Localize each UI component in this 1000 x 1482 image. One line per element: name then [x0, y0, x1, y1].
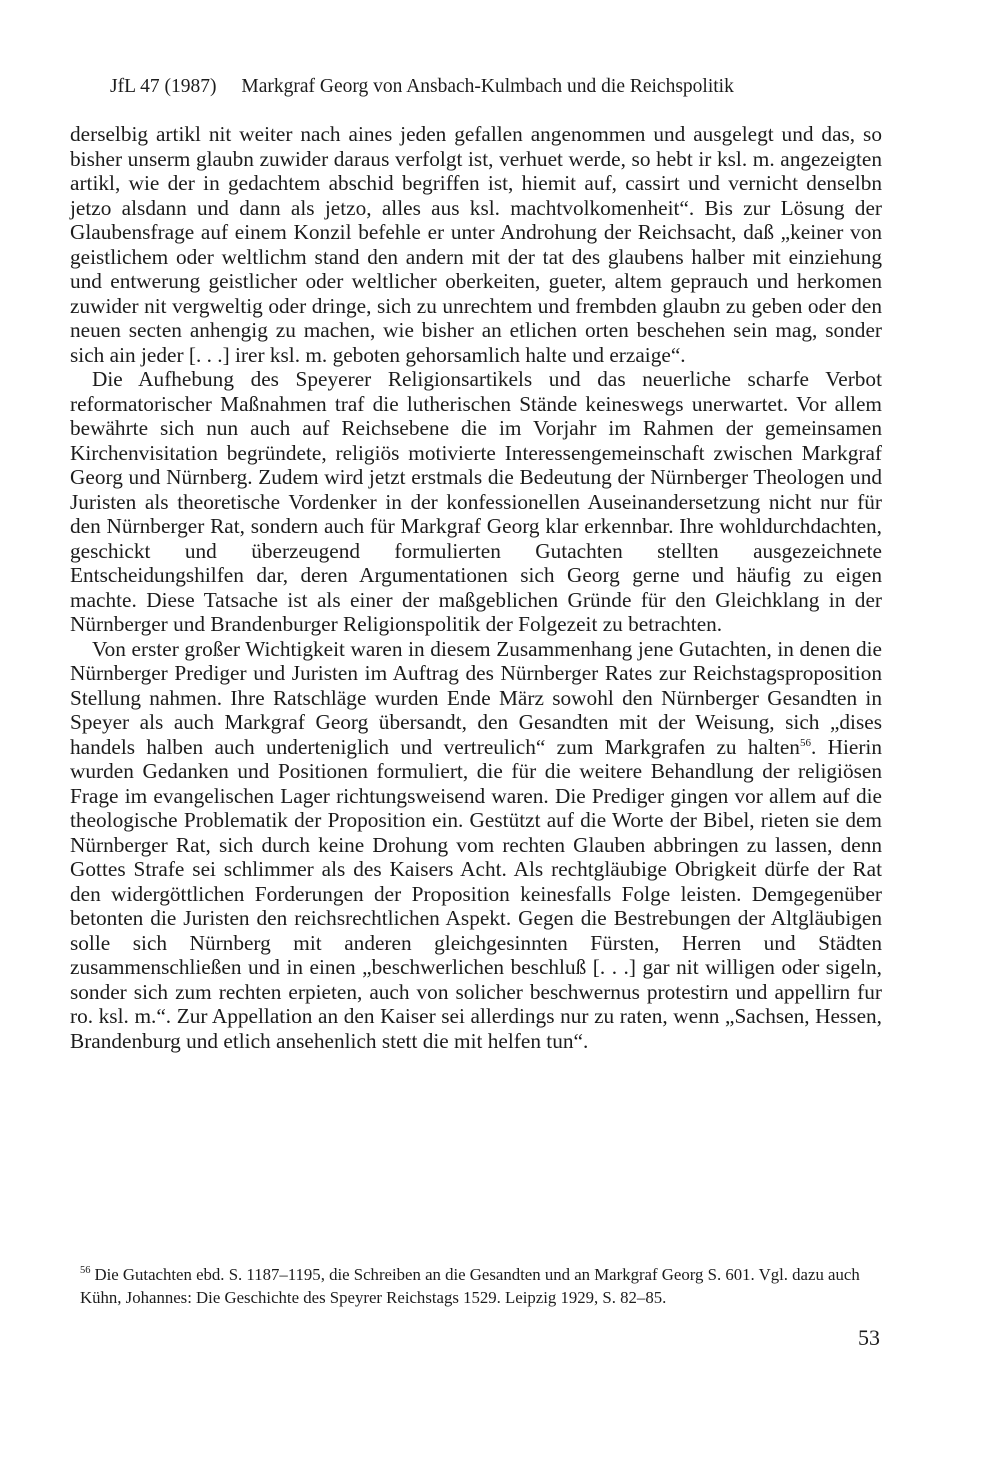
page-number: 53 [858, 1325, 880, 1350]
paragraph-text: derselbig artikl nit weiter nach aines jeden gefallen angenommen und ausgelegt und das, so bisher unserm glaubn zuwider daraus verfolgt ist, verhuet werde, so hebt ir ksl. m. angezeigten artikl, wie der in gedachtem abschid begriffen ist, hiemit auf, cassirt und vernicht denselbn jetzo alsdann und dann als jetzo, alles aus ksl. machtvolkomenheit“. Bis zur Lösung der Glaubensfrage auf einem Konzil befehle er unter Androhung der Reichsacht, daß „keiner von geistlichem oder weltlichm stand den andern mit der tat des glaubens halber mit einziehung und entwerung geistlicher oder weltlicher oberkeiten, gueter, altem geprauch und herkomen zuwider nit vergweltig oder dringe, sich zu unrechtem und frembden glaubn zu geben oder den neuen secten anhengig zu machen, wie bisher an etlichen orten beschehen sein mag, sonder sich ain jeder [. . .] irer ksl. m. geboten gehorsamlich halte und erzaige“. [70, 122, 882, 367]
footnote-text: Die Gutachten ebd. S. 1187–1195, die Schreiben an die Gesandten und an Markgraf Georg S. 601. Vgl. dazu auch Kühn, Johannes: Die Geschichte des Speyrer Reichstags 1529. Leipzig 1929, S. 82–85. [80, 1265, 860, 1307]
paragraph-speyer-analysis [70, 367, 882, 637]
footnote-number: 56 [80, 1265, 91, 1277]
paragraph-text-continued: . Hierin wurden Gedanken und Positionen formuliert, die für die weitere Behandlung der religiösen Frage im evangelischen Lager richtungsweisend waren. Die Prediger gingen vor allem auf die theologische Problematik der Proposition ein. Gestützt auf die Worte der Bibel, rieten sie dem Nürnberger Rat, sich durch keine Drohung vom rechten Glauben abbringen zu lassen, denn Gottes Strafe sei schlimmer als des Kaisers Acht. Als rechtgläubige Obrigkeit dürfe der Rat den widergöttlichen Forderungen der Proposition keinesfalls Folge leisten. Demgegenüber betonten die Juristen den reichsrechtlichen Aspekt. Gegen die Bestrebungen der Altgläubigen solle sich Nürnberg mit anderen gleichgesinnten Fürsten, Herren und Städten zusammenschließen und in einen „beschwerlichen beschluß [. . .] gar nit willigen oder sigeln, sonder sich zum rechten erpieten, auch von solicher beschwernus protestirn und appellirn fur ro. ksl. m.“. Zur Appellation an den Kaiser sei allerdings nur zu raten, wenn „Sachsen, Hessen, Brandenburg und etlich ansehenlich stett die mit helfen tun“. [70, 734, 882, 1053]
running-head [110, 74, 870, 100]
paragraph-text: Von erster großer Wichtigkeit waren in diesem Zusammenhang jene Gutachten, in denen die Nürnberger Prediger und Juristen im Auftrag des Nürnberger Rates zur Reichstagsproposition Stellung nahmen. Ihre Ratschläge wurden Ende März sowohl den Nürnberger Gesandten in Speyer als auch Markgraf Georg übersandt, den Gesandten mit der Weisung, sich „dises handels halben auch underteniglich und vertreulich“ zum Markgrafen zu halten [70, 636, 882, 759]
paragraph-gutachten [70, 637, 882, 1054]
running-title: Markgraf Georg von Ansbach-Kulmbach und die Reichspolitik [241, 76, 734, 97]
footnote-reference[interactable]: 56 [799, 736, 811, 749]
paragraph-quote-continuation [70, 122, 882, 367]
journal-citation: JfL 47 (1987) [110, 76, 217, 97]
body-text [70, 122, 882, 1053]
footnote [80, 1264, 880, 1309]
paragraph-text: Die Aufhebung des Speyerer Religionsartikels und das neuerliche scharfe Verbot reformatorischer Maßnahmen traf die lutherischen Stände keineswegs unerwartet. Vor allem bewährte sich nun auch auf Reichsebene die im Vorjahr im Rahmen der gemeinsamen Kirchenvisitation begründete, religiös motivierte Interessengemeinschaft zwischen Markgraf Georg und Nürnberg. Zudem wird jetzt erstmals die Bedeutung der Nürnberger Theologen und Juristen als theoretische Vordenker in der konfessionellen Auseinandersetzung nicht nur für den Nürnberger Rat, sondern auch für Markgraf Georg klar erkennbar. Ihre wohldurchdachten, geschickt und überzeugend formulierten Gutachten stellten ausgezeichnete Entscheidungshilfen dar, deren Argumentationen sich Georg gerne und häufig zu eigen machte. Diese Tatsache ist als einer der maßgeblichen Gründe für den Gleichklang in der Nürnberger und Brandenburger Religionspolitik der Folgezeit zu betrachten. [70, 367, 882, 636]
